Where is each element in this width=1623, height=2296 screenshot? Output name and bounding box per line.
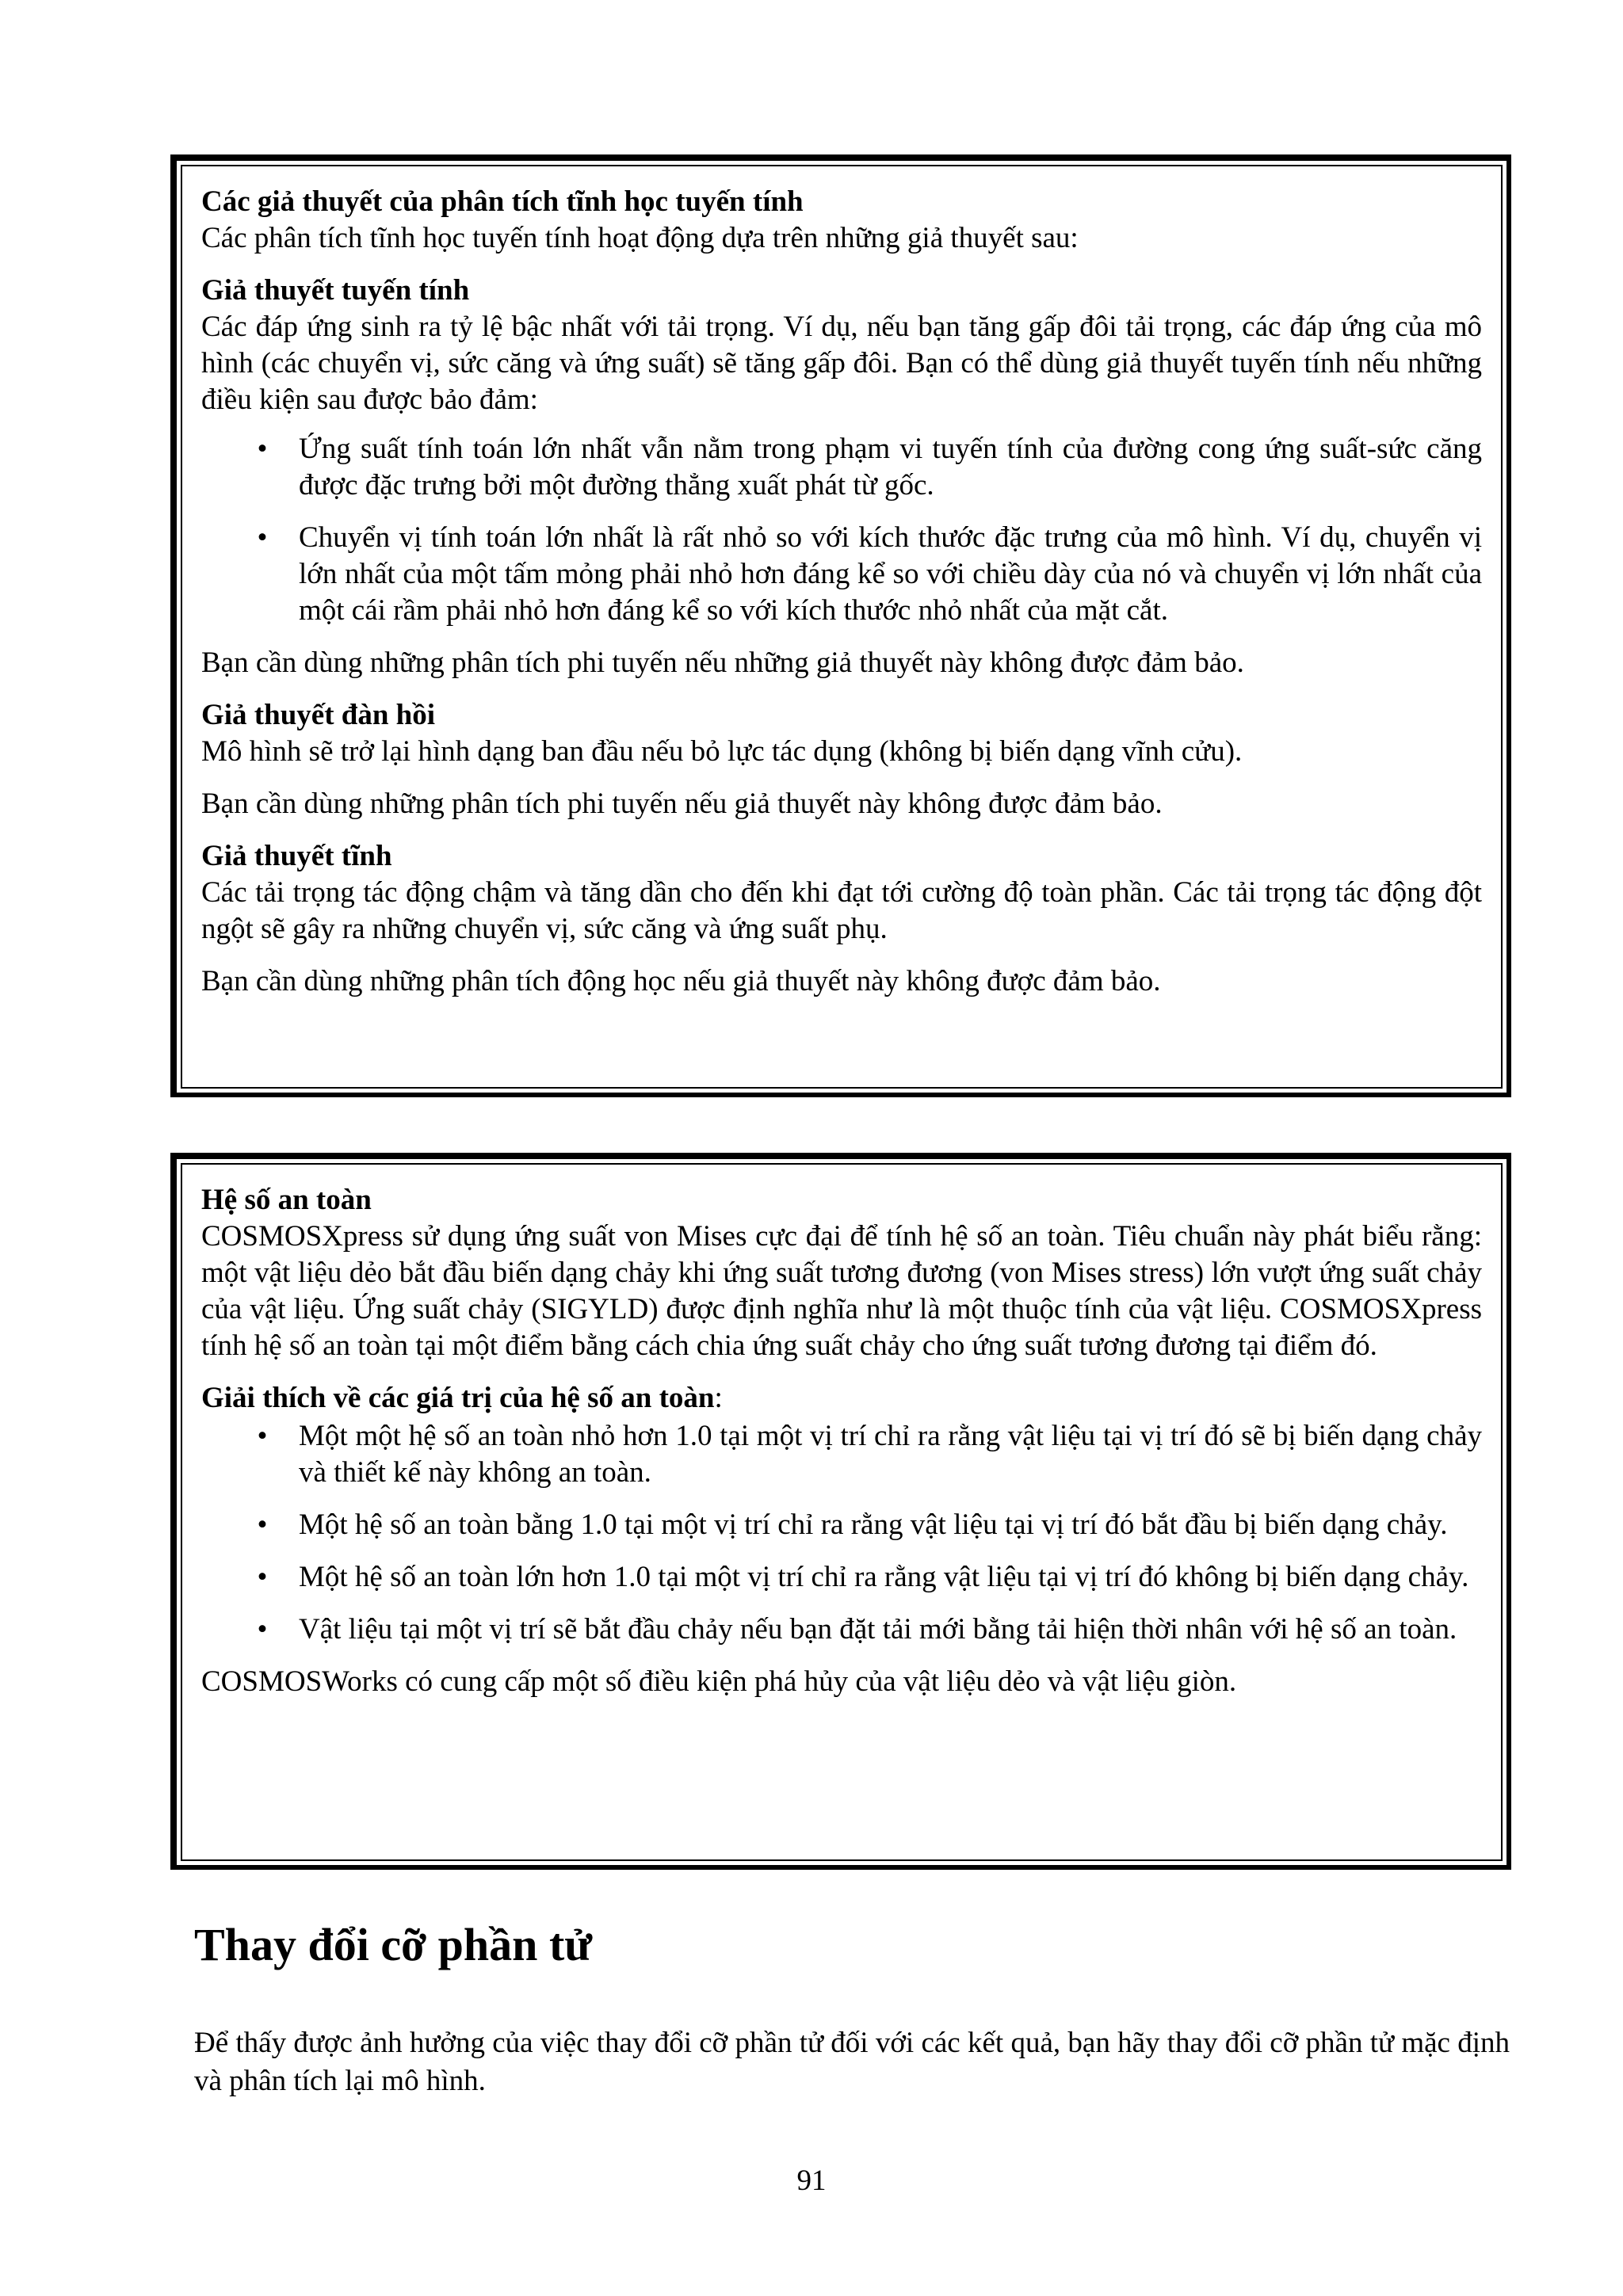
- bullet-icon: •: [257, 433, 268, 465]
- list-item-text: Chuyển vị tính toán lớn nhất là rất nhỏ so với kích thước đặc trưng của mô hình. Ví dụ, chuyển vị lớn nhất của một tấm mỏng phải nhỏ hơn đáng kể so với chiều dày của nó và chuyển vị lớn nhất của một cái rầm phải nhỏ hơn đáng kể so với kích thước nhỏ nhất của mặt cắt.: [299, 521, 1482, 627]
- list-item: [201, 520, 1482, 629]
- bullet-icon: •: [257, 1613, 268, 1646]
- linear-assumption-note: Bạn cần dùng những phân tích phi tuyến nếu những giả thuyết này không được đảm bảo.: [201, 646, 1244, 679]
- list-item-text: Một hệ số an toàn lớn hơn 1.0 tại một vị trí chỉ ra rằng vật liệu tại vị trí đó không bị biến dạng chảy.: [299, 1561, 1469, 1593]
- box-title: Các giả thuyết của phân tích tĩnh học tuyến tính: [201, 185, 804, 218]
- bullet-icon: •: [257, 1561, 268, 1593]
- bullet-icon: •: [257, 1508, 268, 1541]
- linear-assumption-text: Các đáp ứng sinh ra tỷ lệ bậc nhất với tải trọng. Ví dụ, nếu bạn tăng gấp đôi tải trọng, các đáp ứng của mô hình (các chuyển vị, sức căng và ứng suất) sẽ tăng gấp đôi. Bạn có thể dùng giả thuyết tuyến tính nếu những điều kiện sau được bảo đảm:: [201, 311, 1482, 416]
- safety-factor-explain-heading: [201, 1380, 1482, 1417]
- box-title: Hệ số an toàn: [201, 1184, 372, 1216]
- linear-assumption-heading: Giả thuyết tuyến tính: [201, 274, 470, 307]
- bullet-icon: •: [257, 521, 268, 554]
- elastic-assumption-note: Bạn cần dùng những phân tích phi tuyến nếu giả thuyết này không được đảm bảo.: [201, 788, 1163, 820]
- box-intro: Các phân tích tĩnh học tuyến tính hoạt động dựa trên những giả thuyết sau:: [201, 222, 1079, 254]
- static-assumption-heading: Giả thuyết tĩnh: [201, 840, 392, 872]
- list-item: [201, 1418, 1482, 1491]
- list-item-text: Một một hệ số an toàn nhỏ hơn 1.0 tại một vị trí chỉ ra rằng vật liệu tại vị trí đó sẽ bị biến dạng chảy và thiết kế này không an toàn.: [299, 1420, 1482, 1489]
- safety-factor-closing: COSMOSWorks có cung cấp một số điều kiện phá hủy của vật liệu dẻo và vật liệu giòn.: [201, 1665, 1237, 1698]
- list-item-text: Một hệ số an toàn bằng 1.0 tại một vị trí chỉ ra rằng vật liệu tại vị trí đó bắt đầu bị biến dạng chảy.: [299, 1508, 1448, 1541]
- box-inner-frame: [181, 165, 1503, 1089]
- section-text: Để thấy được ảnh hưởng của việc thay đổi cỡ phần tử đối với các kết quả, bạn hãy thay đổi cỡ phần tử mặc định và phân tích lại mô hình.: [194, 2027, 1510, 2097]
- explain-heading-bold: Giải thích về các giá trị của hệ số an toàn: [201, 1382, 715, 1414]
- linear-static-assumptions-box: [170, 154, 1511, 1097]
- page-number: 91: [796, 2164, 827, 2197]
- explain-colon: :: [714, 1382, 723, 1414]
- list-item: [201, 1559, 1482, 1596]
- linear-conditions-list: [201, 431, 1482, 629]
- list-item-text: Vật liệu tại một vị trí sẽ bắt đầu chảy nếu bạn đặt tải mới bằng tải hiện thời nhân với hệ số an toàn.: [299, 1613, 1457, 1646]
- bullet-icon: •: [257, 1420, 268, 1452]
- list-item: [201, 1611, 1482, 1648]
- static-assumption-text: Các tải trọng tác động chậm và tăng dần cho đến khi đạt tới cường độ toàn phần. Các tải trọng tác động đột ngột sẽ gây ra những chuyển vị, sức căng và ứng suất phụ.: [201, 876, 1482, 945]
- list-item: [201, 1507, 1482, 1543]
- safety-factor-text: COSMOSXpress sử dụng ứng suất von Mises cực đại để tính hệ số an toàn. Tiêu chuẩn này phát biểu rằng: một vật liệu dẻo bắt đầu biến dạng chảy khi ứng suất tương đương (von Mises stress) lớn vượt ứng suất chảy của vật liệu. Ứng suất chảy (SIGYLD) được định nghĩa như là một thuộc tính của vật liệu. COSMOSXpress tính hệ số an toàn tại một điểm bằng cách chia ứng suất chảy cho ứng suất tương đương tại điểm đó.: [201, 1220, 1482, 1362]
- list-item: [201, 431, 1482, 504]
- static-assumption-note: Bạn cần dùng những phân tích động học nếu giả thuyết này không được đảm bảo.: [201, 965, 1161, 997]
- box-inner-frame: [181, 1163, 1503, 1861]
- elastic-assumption-heading: Giả thuyết đàn hồi: [201, 699, 436, 731]
- safety-factor-values-list: [201, 1418, 1482, 1648]
- safety-factor-box: [170, 1153, 1511, 1870]
- elastic-assumption-text: Mô hình sẽ trở lại hình dạng ban đầu nếu bỏ lực tác dụng (không bị biến dạng vĩnh cửu).: [201, 735, 1243, 768]
- section-heading: Thay đổi cỡ phần tử: [194, 1919, 593, 1970]
- list-item-text: Ứng suất tính toán lớn nhất vẫn nằm trong phạm vi tuyến tính của đường cong ứng suất-sức căng được đặc trưng bởi một đường thẳng xuất phát từ gốc.: [299, 433, 1482, 502]
